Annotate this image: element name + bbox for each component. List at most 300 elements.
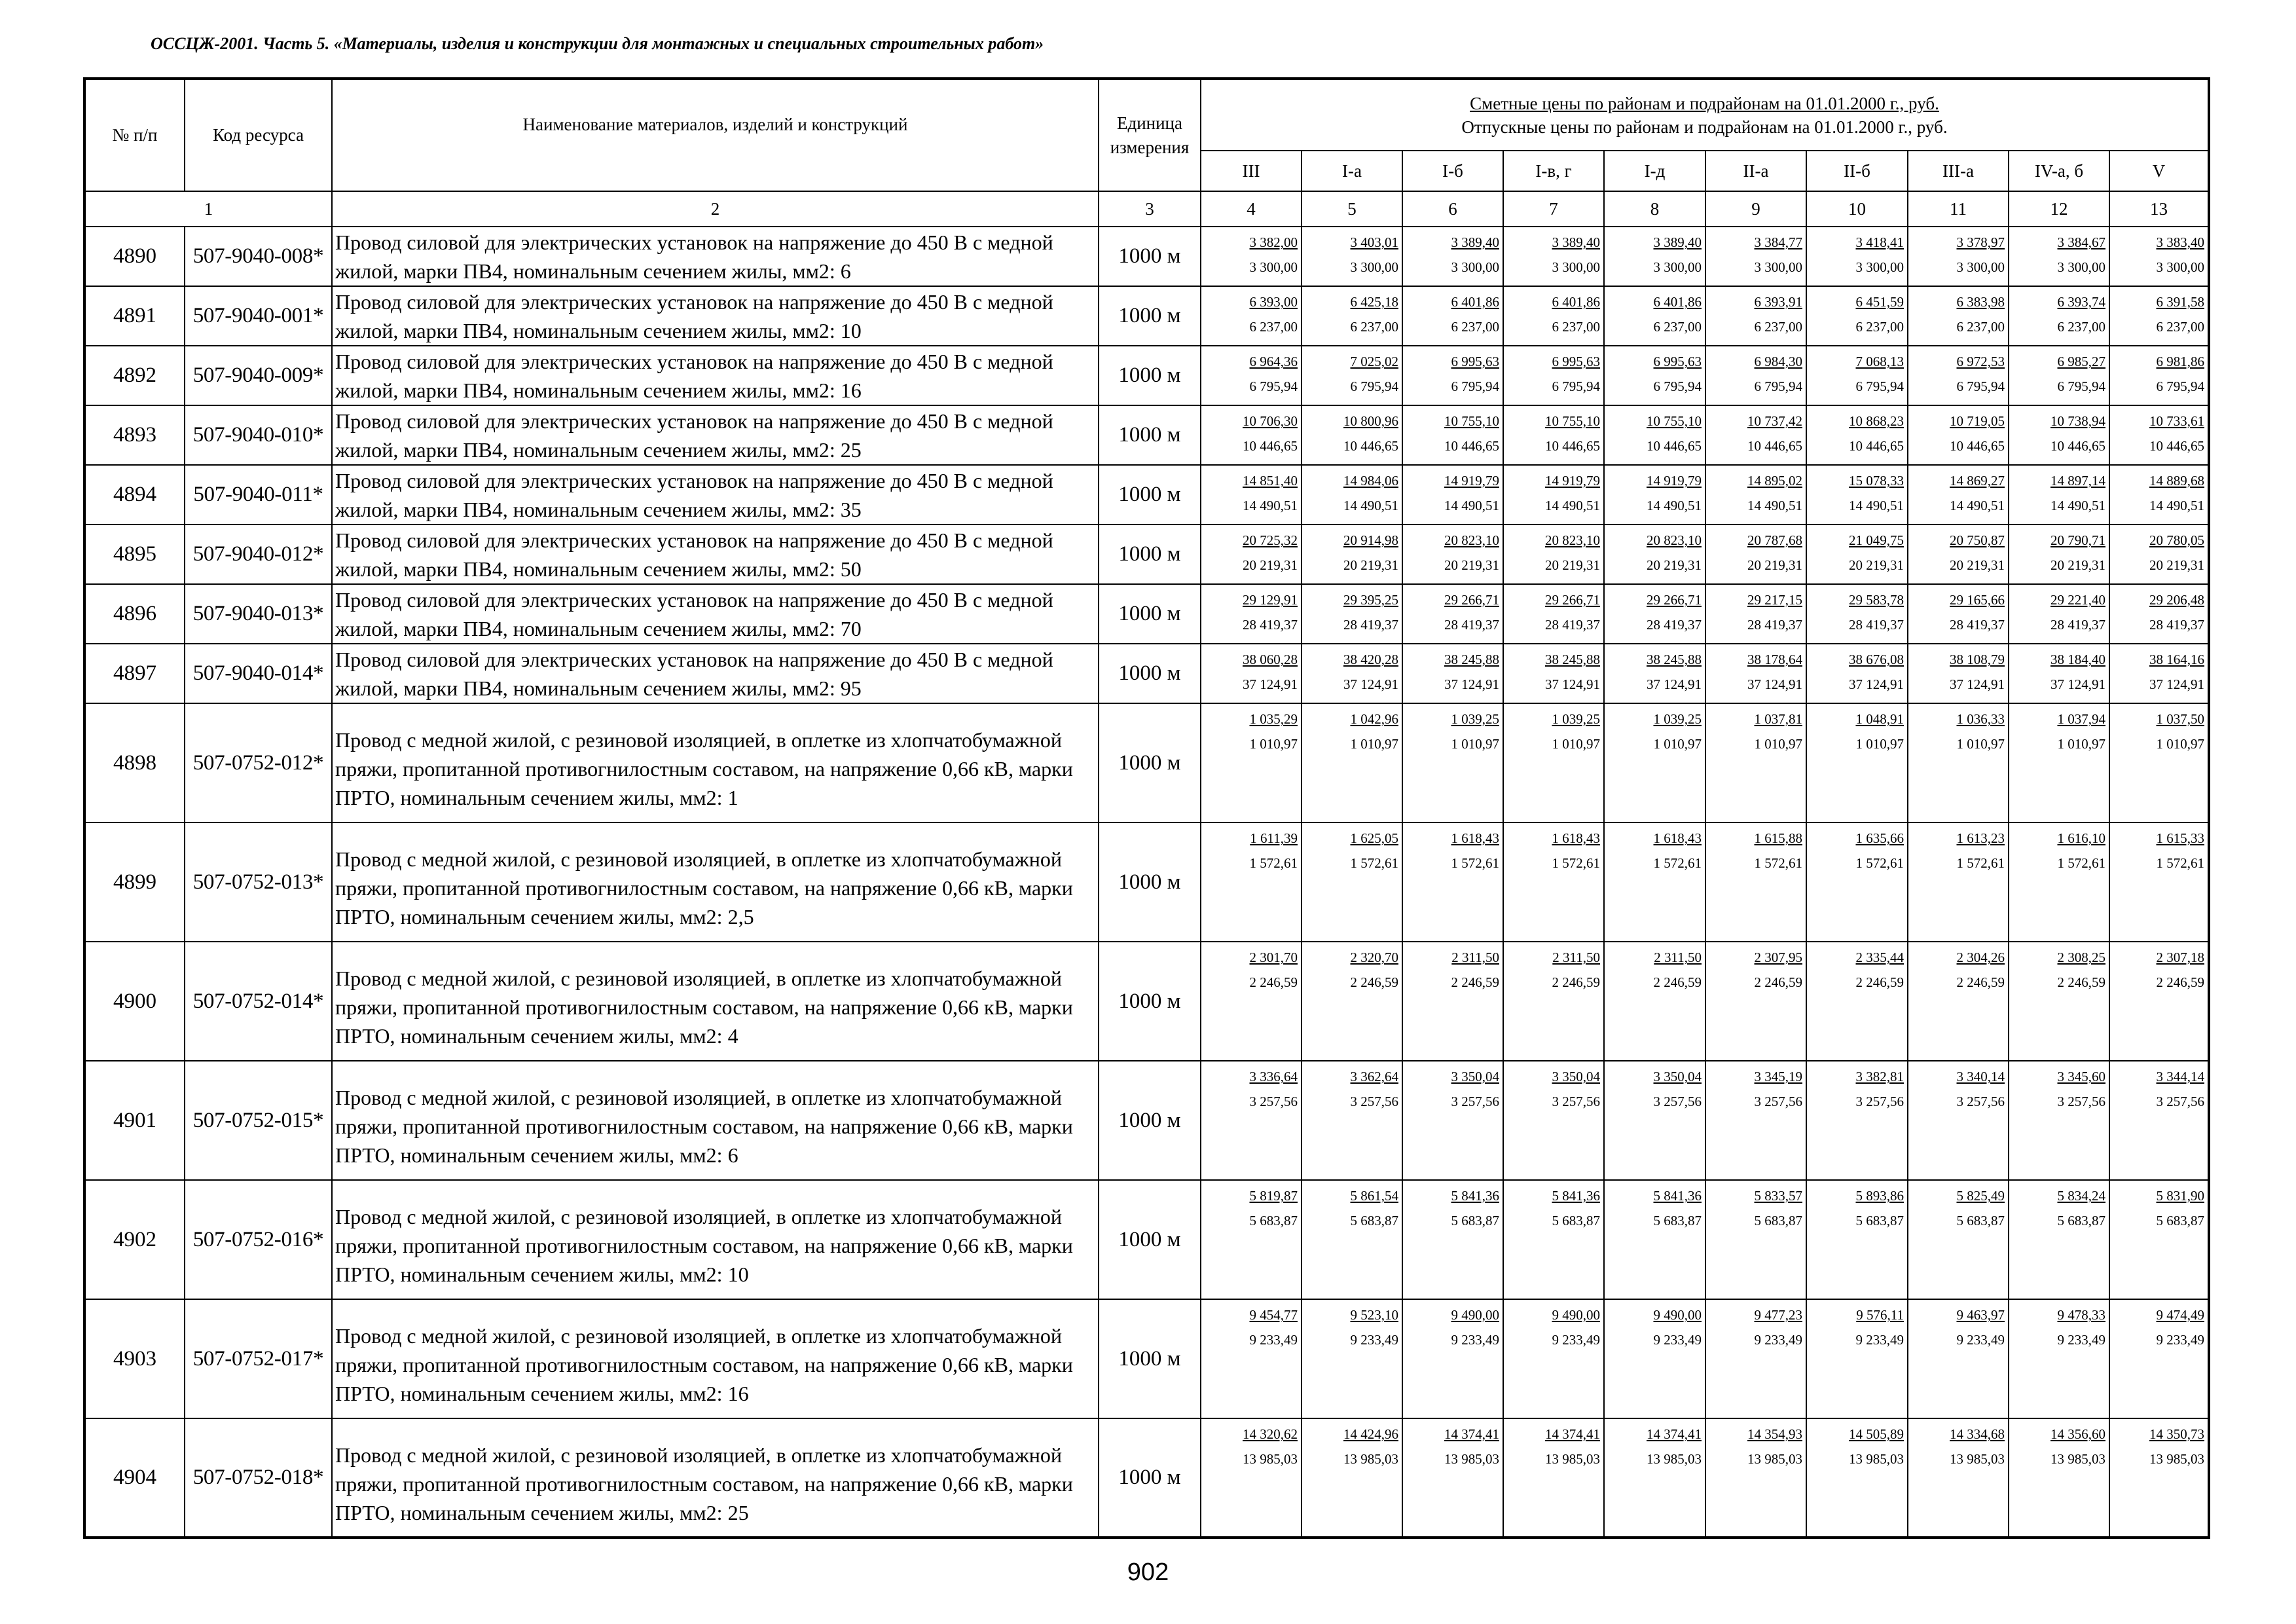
estimated-price: 14 895,02 bbox=[1747, 473, 1802, 489]
price-cell bbox=[1806, 286, 1908, 346]
price-cell bbox=[1806, 525, 1908, 584]
header-col-unit: Единица измерения bbox=[1099, 79, 1201, 191]
estimated-price: 1 618,43 bbox=[1552, 830, 1600, 846]
release-price: 9 233,49 bbox=[1350, 1332, 1398, 1348]
resource-code: 507-0752-013* bbox=[185, 822, 332, 942]
price-cell bbox=[1402, 1299, 1503, 1418]
estimated-price: 10 755,10 bbox=[1545, 413, 1600, 429]
header-region: I-б bbox=[1402, 151, 1503, 191]
header-price-title bbox=[1201, 79, 2209, 151]
estimated-price: 14 334,68 bbox=[1950, 1426, 2005, 1442]
estimated-price: 6 995,63 bbox=[1552, 354, 1600, 369]
price-cell bbox=[1503, 286, 1604, 346]
price-cell bbox=[1503, 942, 1604, 1061]
price-cell bbox=[1604, 525, 1705, 584]
release-price: 20 219,31 bbox=[1950, 557, 2005, 573]
release-price: 2 246,59 bbox=[1451, 974, 1499, 990]
release-price: 6 795,94 bbox=[2057, 378, 2105, 394]
table-row bbox=[84, 1418, 2209, 1538]
price-cell bbox=[1302, 644, 1402, 703]
header-column-numbers-row bbox=[84, 191, 2209, 227]
estimated-price: 6 995,63 bbox=[1653, 354, 1702, 369]
estimated-price: 3 382,81 bbox=[1855, 1069, 1904, 1084]
price-cell bbox=[2009, 525, 2109, 584]
price-cell bbox=[1705, 822, 1806, 942]
price-cell bbox=[1908, 227, 2009, 286]
estimated-price: 9 463,97 bbox=[1956, 1307, 2005, 1323]
estimated-price: 6 425,18 bbox=[1350, 294, 1398, 310]
release-price: 6 795,94 bbox=[1552, 378, 1600, 394]
estimated-price: 2 307,18 bbox=[2156, 950, 2204, 965]
resource-code: 507-0752-017* bbox=[185, 1299, 332, 1418]
release-price: 20 219,31 bbox=[1444, 557, 1499, 573]
resource-code: 507-0752-016* bbox=[185, 1180, 332, 1299]
price-cell bbox=[1705, 465, 1806, 525]
estimated-price: 14 919,79 bbox=[1647, 473, 1702, 489]
estimated-price: 5 861,54 bbox=[1350, 1188, 1398, 1204]
release-price: 10 446,65 bbox=[1950, 438, 2005, 454]
material-name: Провод с медной жилой, с резиновой изоляцией, в оплетке из хлопчатобумажной пряжи, пропитанной противогнилостным составом, на напряжение 0,66 кВ, марки ПРТО, номинальным сечением жилы, мм2: 16 bbox=[332, 1299, 1099, 1418]
estimated-price: 3 340,14 bbox=[1956, 1069, 2005, 1084]
header-col-name: Наименование материалов, изделий и конструкций bbox=[332, 79, 1099, 191]
price-title-estimated: Сметные цены по районам и подрайонам на 01.01.2000 г., руб. bbox=[1470, 93, 1939, 113]
estimated-price: 1 037,50 bbox=[2156, 711, 2204, 727]
estimated-price: 15 078,33 bbox=[1849, 473, 1904, 489]
release-price: 1 010,97 bbox=[1552, 736, 1600, 752]
price-cell bbox=[1201, 1418, 1302, 1538]
price-cell bbox=[1806, 227, 1908, 286]
price-cell bbox=[1705, 644, 1806, 703]
column-number: 13 bbox=[2109, 191, 2209, 227]
price-cell bbox=[1302, 525, 1402, 584]
price-cell bbox=[1302, 1180, 1402, 1299]
release-price: 1 572,61 bbox=[2156, 855, 2204, 871]
header-region: II-а bbox=[1705, 151, 1806, 191]
estimated-price: 38 164,16 bbox=[2149, 652, 2204, 667]
price-cell bbox=[1705, 942, 1806, 1061]
release-price: 5 683,87 bbox=[1855, 1213, 1904, 1228]
estimated-price: 7 025,02 bbox=[1350, 354, 1398, 369]
estimated-price: 29 217,15 bbox=[1747, 592, 1802, 608]
price-cell bbox=[1806, 346, 1908, 405]
price-cell bbox=[1908, 346, 2009, 405]
release-price: 1 572,61 bbox=[1855, 855, 1904, 871]
price-cell bbox=[2109, 703, 2209, 822]
release-price: 1 010,97 bbox=[2057, 736, 2105, 752]
release-price: 3 300,00 bbox=[1855, 259, 1904, 275]
release-price: 1 572,61 bbox=[1451, 855, 1499, 871]
release-price: 13 985,03 bbox=[1747, 1451, 1802, 1467]
release-price: 13 985,03 bbox=[2149, 1451, 2204, 1467]
estimated-price: 6 984,30 bbox=[1754, 354, 1802, 369]
price-cell bbox=[1503, 465, 1604, 525]
estimated-price: 1 625,05 bbox=[1350, 830, 1398, 846]
estimated-price: 6 383,98 bbox=[1956, 294, 2005, 310]
estimated-price: 29 165,66 bbox=[1950, 592, 2005, 608]
release-price: 37 124,91 bbox=[1243, 676, 1298, 692]
estimated-price: 2 335,44 bbox=[1855, 950, 1904, 965]
table-header bbox=[84, 79, 2209, 227]
release-price: 9 233,49 bbox=[1249, 1332, 1298, 1348]
release-price: 14 490,51 bbox=[2149, 498, 2204, 513]
estimated-price: 2 311,50 bbox=[1654, 950, 1702, 965]
estimated-price: 29 266,71 bbox=[1545, 592, 1600, 608]
estimated-price: 20 780,05 bbox=[2149, 532, 2204, 548]
estimated-price: 10 706,30 bbox=[1243, 413, 1298, 429]
price-cell bbox=[1201, 465, 1302, 525]
release-price: 28 419,37 bbox=[1444, 617, 1499, 633]
price-cell bbox=[1503, 703, 1604, 822]
price-cell bbox=[1503, 822, 1604, 942]
release-price: 3 257,56 bbox=[1855, 1094, 1904, 1109]
price-cell bbox=[2009, 346, 2109, 405]
price-cell bbox=[1908, 822, 2009, 942]
estimated-price: 10 868,23 bbox=[1849, 413, 1904, 429]
estimated-price: 1 037,81 bbox=[1754, 711, 1802, 727]
table-row bbox=[84, 644, 2209, 703]
release-price: 20 219,31 bbox=[1849, 557, 1904, 573]
release-price: 37 124,91 bbox=[1849, 676, 1904, 692]
release-price: 28 419,37 bbox=[1545, 617, 1600, 633]
column-number: 12 bbox=[2009, 191, 2109, 227]
estimated-price: 10 755,10 bbox=[1444, 413, 1499, 429]
release-price: 6 237,00 bbox=[2057, 319, 2105, 335]
price-cell bbox=[1402, 286, 1503, 346]
estimated-price: 29 129,91 bbox=[1243, 592, 1298, 608]
price-cell bbox=[1705, 1418, 1806, 1538]
table-row bbox=[84, 703, 2209, 822]
price-cell bbox=[1806, 1418, 1908, 1538]
release-price: 1 010,97 bbox=[1249, 736, 1298, 752]
estimated-price: 9 490,00 bbox=[1653, 1307, 1702, 1323]
unit-of-measure: 1000 м bbox=[1099, 644, 1201, 703]
release-price: 28 419,37 bbox=[1243, 617, 1298, 633]
estimated-price: 2 320,70 bbox=[1350, 950, 1398, 965]
table-row bbox=[84, 942, 2209, 1061]
price-cell bbox=[1503, 1418, 1604, 1538]
release-price: 3 300,00 bbox=[1552, 259, 1600, 275]
estimated-price: 3 378,97 bbox=[1956, 234, 2005, 250]
price-cell bbox=[1705, 286, 1806, 346]
price-cell bbox=[1503, 1180, 1604, 1299]
table-row bbox=[84, 822, 2209, 942]
price-cell bbox=[2009, 1418, 2109, 1538]
price-cell bbox=[2109, 346, 2209, 405]
release-price: 3 300,00 bbox=[1350, 259, 1398, 275]
estimated-price: 2 311,50 bbox=[1552, 950, 1600, 965]
column-number: 1 bbox=[84, 191, 332, 227]
header-region: II-б bbox=[1806, 151, 1908, 191]
price-cell bbox=[1201, 405, 1302, 465]
estimated-price: 6 393,91 bbox=[1754, 294, 1802, 310]
price-cell bbox=[2109, 822, 2209, 942]
release-price: 6 237,00 bbox=[1956, 319, 2005, 335]
release-price: 5 683,87 bbox=[2057, 1213, 2105, 1228]
release-price: 6 795,94 bbox=[1249, 378, 1298, 394]
price-cell bbox=[1604, 465, 1705, 525]
row-number: 4895 bbox=[84, 525, 185, 584]
price-cell bbox=[1604, 1061, 1705, 1180]
price-cell bbox=[1402, 584, 1503, 644]
release-price: 20 219,31 bbox=[2149, 557, 2204, 573]
release-price: 2 246,59 bbox=[1552, 974, 1600, 990]
material-name: Провод с медной жилой, с резиновой изоляцией, в оплетке из хлопчатобумажной пряжи, пропитанной противогнилостным составом, на напряжение 0,66 кВ, марки ПРТО, номинальным сечением жилы, мм2: 2,5 bbox=[332, 822, 1099, 942]
estimated-price: 14 919,79 bbox=[1545, 473, 1600, 489]
price-cell bbox=[2009, 465, 2109, 525]
release-price: 14 490,51 bbox=[1243, 498, 1298, 513]
price-cell bbox=[1806, 1061, 1908, 1180]
price-cell bbox=[1908, 465, 2009, 525]
estimated-price: 1 616,10 bbox=[2057, 830, 2105, 846]
price-cell bbox=[1604, 822, 1705, 942]
estimated-price: 5 833,57 bbox=[1754, 1188, 1802, 1204]
estimated-price: 20 725,32 bbox=[1243, 532, 1298, 548]
estimated-price: 38 245,88 bbox=[1545, 652, 1600, 667]
price-cell bbox=[1705, 1299, 1806, 1418]
release-price: 6 237,00 bbox=[1754, 319, 1802, 335]
estimated-price: 6 972,53 bbox=[1956, 354, 2005, 369]
estimated-price: 6 393,00 bbox=[1249, 294, 1298, 310]
release-price: 6 237,00 bbox=[1350, 319, 1398, 335]
price-cell bbox=[1705, 405, 1806, 465]
estimated-price: 6 401,86 bbox=[1451, 294, 1499, 310]
estimated-price: 3 345,19 bbox=[1754, 1069, 1802, 1084]
release-price: 20 219,31 bbox=[1545, 557, 1600, 573]
release-price: 10 446,65 bbox=[2149, 438, 2204, 454]
release-price: 2 246,59 bbox=[2057, 974, 2105, 990]
release-price: 14 490,51 bbox=[1849, 498, 1904, 513]
estimated-price: 5 819,87 bbox=[1249, 1188, 1298, 1204]
estimated-price: 29 221,40 bbox=[2050, 592, 2105, 608]
estimated-price: 2 307,95 bbox=[1754, 950, 1802, 965]
estimated-price: 6 401,86 bbox=[1552, 294, 1600, 310]
estimated-price: 14 505,89 bbox=[1849, 1426, 1904, 1442]
release-price: 28 419,37 bbox=[1343, 617, 1398, 633]
estimated-price: 6 391,58 bbox=[2156, 294, 2204, 310]
unit-of-measure: 1000 м bbox=[1099, 703, 1201, 822]
price-cell bbox=[1402, 227, 1503, 286]
release-price: 9 233,49 bbox=[1754, 1332, 1802, 1348]
row-number: 4904 bbox=[84, 1418, 185, 1538]
release-price: 6 795,94 bbox=[1653, 378, 1702, 394]
release-price: 37 124,91 bbox=[1747, 676, 1802, 692]
material-name: Провод силовой для электрических установок на напряжение до 450 В с медной жилой, марки ПВ4, номинальным сечением жилы, мм2: 95 bbox=[332, 644, 1099, 703]
price-title-release: Отпускные цены по районам и подрайонам на 01.01.2000 г., руб. bbox=[1461, 117, 1948, 137]
row-number: 4896 bbox=[84, 584, 185, 644]
release-price: 28 419,37 bbox=[1849, 617, 1904, 633]
release-price: 13 985,03 bbox=[1343, 1451, 1398, 1467]
price-cell bbox=[2009, 584, 2109, 644]
estimated-price: 3 418,41 bbox=[1855, 234, 1904, 250]
unit-of-measure: 1000 м bbox=[1099, 465, 1201, 525]
estimated-price: 1 615,88 bbox=[1754, 830, 1802, 846]
release-price: 1 010,97 bbox=[1855, 736, 1904, 752]
estimated-price: 14 356,60 bbox=[2050, 1426, 2105, 1442]
estimated-price: 5 893,86 bbox=[1855, 1188, 1904, 1204]
unit-of-measure: 1000 м bbox=[1099, 227, 1201, 286]
price-cell bbox=[1402, 525, 1503, 584]
price-cell bbox=[1201, 286, 1302, 346]
estimated-price: 2 301,70 bbox=[1249, 950, 1298, 965]
release-price: 10 446,65 bbox=[1545, 438, 1600, 454]
estimated-price: 1 036,33 bbox=[1956, 711, 2005, 727]
release-price: 13 985,03 bbox=[2050, 1451, 2105, 1467]
release-price: 10 446,65 bbox=[1343, 438, 1398, 454]
estimated-price: 29 395,25 bbox=[1343, 592, 1398, 608]
estimated-price: 3 384,77 bbox=[1754, 234, 1802, 250]
estimated-price: 10 755,10 bbox=[1647, 413, 1702, 429]
price-cell bbox=[1806, 465, 1908, 525]
header-region: V bbox=[2109, 151, 2209, 191]
estimated-price: 6 393,74 bbox=[2057, 294, 2105, 310]
estimated-price: 14 851,40 bbox=[1243, 473, 1298, 489]
release-price: 5 683,87 bbox=[1350, 1213, 1398, 1228]
release-price: 3 257,56 bbox=[2156, 1094, 2204, 1109]
price-cell bbox=[1604, 405, 1705, 465]
estimated-price: 29 583,78 bbox=[1849, 592, 1904, 608]
release-price: 2 246,59 bbox=[1249, 974, 1298, 990]
release-price: 1 572,61 bbox=[1754, 855, 1802, 871]
price-cell bbox=[1908, 644, 2009, 703]
estimated-price: 20 787,68 bbox=[1747, 532, 1802, 548]
estimated-price: 1 042,96 bbox=[1350, 711, 1398, 727]
price-cell bbox=[2109, 465, 2209, 525]
price-cell bbox=[1604, 286, 1705, 346]
release-price: 6 795,94 bbox=[2156, 378, 2204, 394]
release-price: 13 985,03 bbox=[1849, 1451, 1904, 1467]
price-cell bbox=[1302, 942, 1402, 1061]
price-cell bbox=[1604, 703, 1705, 822]
estimated-price: 9 478,33 bbox=[2057, 1307, 2105, 1323]
resource-code: 507-9040-013* bbox=[185, 584, 332, 644]
price-cell bbox=[1302, 286, 1402, 346]
row-number: 4897 bbox=[84, 644, 185, 703]
release-price: 6 795,94 bbox=[1451, 378, 1499, 394]
release-price: 13 985,03 bbox=[1950, 1451, 2005, 1467]
column-number: 2 bbox=[332, 191, 1099, 227]
price-cell bbox=[1705, 227, 1806, 286]
price-cell bbox=[1806, 942, 1908, 1061]
price-cell bbox=[2009, 822, 2109, 942]
estimated-price: 38 178,64 bbox=[1747, 652, 1802, 667]
price-cell bbox=[2009, 1061, 2109, 1180]
price-cell bbox=[1201, 584, 1302, 644]
release-price: 9 233,49 bbox=[1956, 1332, 2005, 1348]
header-region: I-а bbox=[1302, 151, 1402, 191]
price-cell bbox=[1503, 405, 1604, 465]
release-price: 6 237,00 bbox=[1249, 319, 1298, 335]
estimated-price: 5 841,36 bbox=[1451, 1188, 1499, 1204]
estimated-price: 38 108,79 bbox=[1950, 652, 2005, 667]
release-price: 37 124,91 bbox=[2050, 676, 2105, 692]
estimated-price: 6 964,36 bbox=[1249, 354, 1298, 369]
release-price: 3 257,56 bbox=[1956, 1094, 2005, 1109]
estimated-price: 3 345,60 bbox=[2057, 1069, 2105, 1084]
material-name: Провод силовой для электрических установок на напряжение до 450 В с медной жилой, марки ПВ4, номинальным сечением жилы, мм2: 16 bbox=[332, 346, 1099, 405]
price-cell bbox=[2109, 644, 2209, 703]
table-row bbox=[84, 286, 2209, 346]
release-price: 28 419,37 bbox=[2149, 617, 2204, 633]
release-price: 5 683,87 bbox=[1552, 1213, 1600, 1228]
release-price: 3 257,56 bbox=[1653, 1094, 1702, 1109]
estimated-price: 20 823,10 bbox=[1647, 532, 1702, 548]
release-price: 28 419,37 bbox=[1747, 617, 1802, 633]
estimated-price: 1 635,66 bbox=[1855, 830, 1904, 846]
resource-code: 507-0752-018* bbox=[185, 1418, 332, 1538]
release-price: 6 237,00 bbox=[2156, 319, 2204, 335]
release-price: 10 446,65 bbox=[1444, 438, 1499, 454]
release-price: 14 490,51 bbox=[2050, 498, 2105, 513]
release-price: 10 446,65 bbox=[1747, 438, 1802, 454]
price-cell bbox=[1302, 1061, 1402, 1180]
header-region: III bbox=[1201, 151, 1302, 191]
price-cell bbox=[1402, 942, 1503, 1061]
estimated-price: 21 049,75 bbox=[1849, 532, 1904, 548]
release-price: 14 490,51 bbox=[1950, 498, 2005, 513]
unit-of-measure: 1000 м bbox=[1099, 1061, 1201, 1180]
price-cell bbox=[1604, 1180, 1705, 1299]
price-cell bbox=[1201, 703, 1302, 822]
column-number: 4 bbox=[1201, 191, 1302, 227]
release-price: 1 572,61 bbox=[1653, 855, 1702, 871]
release-price: 2 246,59 bbox=[1956, 974, 2005, 990]
unit-of-measure: 1000 м bbox=[1099, 1418, 1201, 1538]
estimated-price: 14 354,93 bbox=[1747, 1426, 1802, 1442]
estimated-price: 38 184,40 bbox=[2050, 652, 2105, 667]
header-region: IV-а, б bbox=[2009, 151, 2109, 191]
unit-of-measure: 1000 м bbox=[1099, 584, 1201, 644]
price-cell bbox=[1908, 703, 2009, 822]
estimated-price: 2 308,25 bbox=[2057, 950, 2105, 965]
column-number: 8 bbox=[1604, 191, 1705, 227]
row-number: 4890 bbox=[84, 227, 185, 286]
price-cell bbox=[1705, 1061, 1806, 1180]
price-cell bbox=[1705, 346, 1806, 405]
price-cell bbox=[1908, 1418, 2009, 1538]
row-number: 4893 bbox=[84, 405, 185, 465]
estimated-price: 3 362,64 bbox=[1350, 1069, 1398, 1084]
price-cell bbox=[2109, 1418, 2209, 1538]
release-price: 10 446,65 bbox=[1647, 438, 1702, 454]
release-price: 6 237,00 bbox=[1451, 319, 1499, 335]
price-cell bbox=[2109, 1299, 2209, 1418]
release-price: 28 419,37 bbox=[1950, 617, 2005, 633]
release-price: 9 233,49 bbox=[1552, 1332, 1600, 1348]
estimated-price: 20 914,98 bbox=[1343, 532, 1398, 548]
price-cell bbox=[1908, 405, 2009, 465]
price-cell bbox=[1806, 703, 1908, 822]
price-cell bbox=[1908, 525, 2009, 584]
material-name: Провод силовой для электрических установок на напряжение до 450 В с медной жилой, марки ПВ4, номинальным сечением жилы, мм2: 35 bbox=[332, 465, 1099, 525]
price-cell bbox=[1302, 584, 1402, 644]
unit-of-measure: 1000 м bbox=[1099, 942, 1201, 1061]
table-row bbox=[84, 525, 2209, 584]
release-price: 13 985,03 bbox=[1444, 1451, 1499, 1467]
price-cell bbox=[1604, 942, 1705, 1061]
release-price: 5 683,87 bbox=[1451, 1213, 1499, 1228]
price-cell bbox=[2009, 227, 2109, 286]
price-cell bbox=[1402, 822, 1503, 942]
release-price: 1 010,97 bbox=[1451, 736, 1499, 752]
release-price: 3 257,56 bbox=[2057, 1094, 2105, 1109]
header-col-code: Код ресурса bbox=[185, 79, 332, 191]
release-price: 3 300,00 bbox=[2156, 259, 2204, 275]
price-cell bbox=[1503, 227, 1604, 286]
release-price: 5 683,87 bbox=[1653, 1213, 1702, 1228]
release-price: 37 124,91 bbox=[1950, 676, 2005, 692]
column-number: 9 bbox=[1705, 191, 1806, 227]
price-cell bbox=[1402, 465, 1503, 525]
